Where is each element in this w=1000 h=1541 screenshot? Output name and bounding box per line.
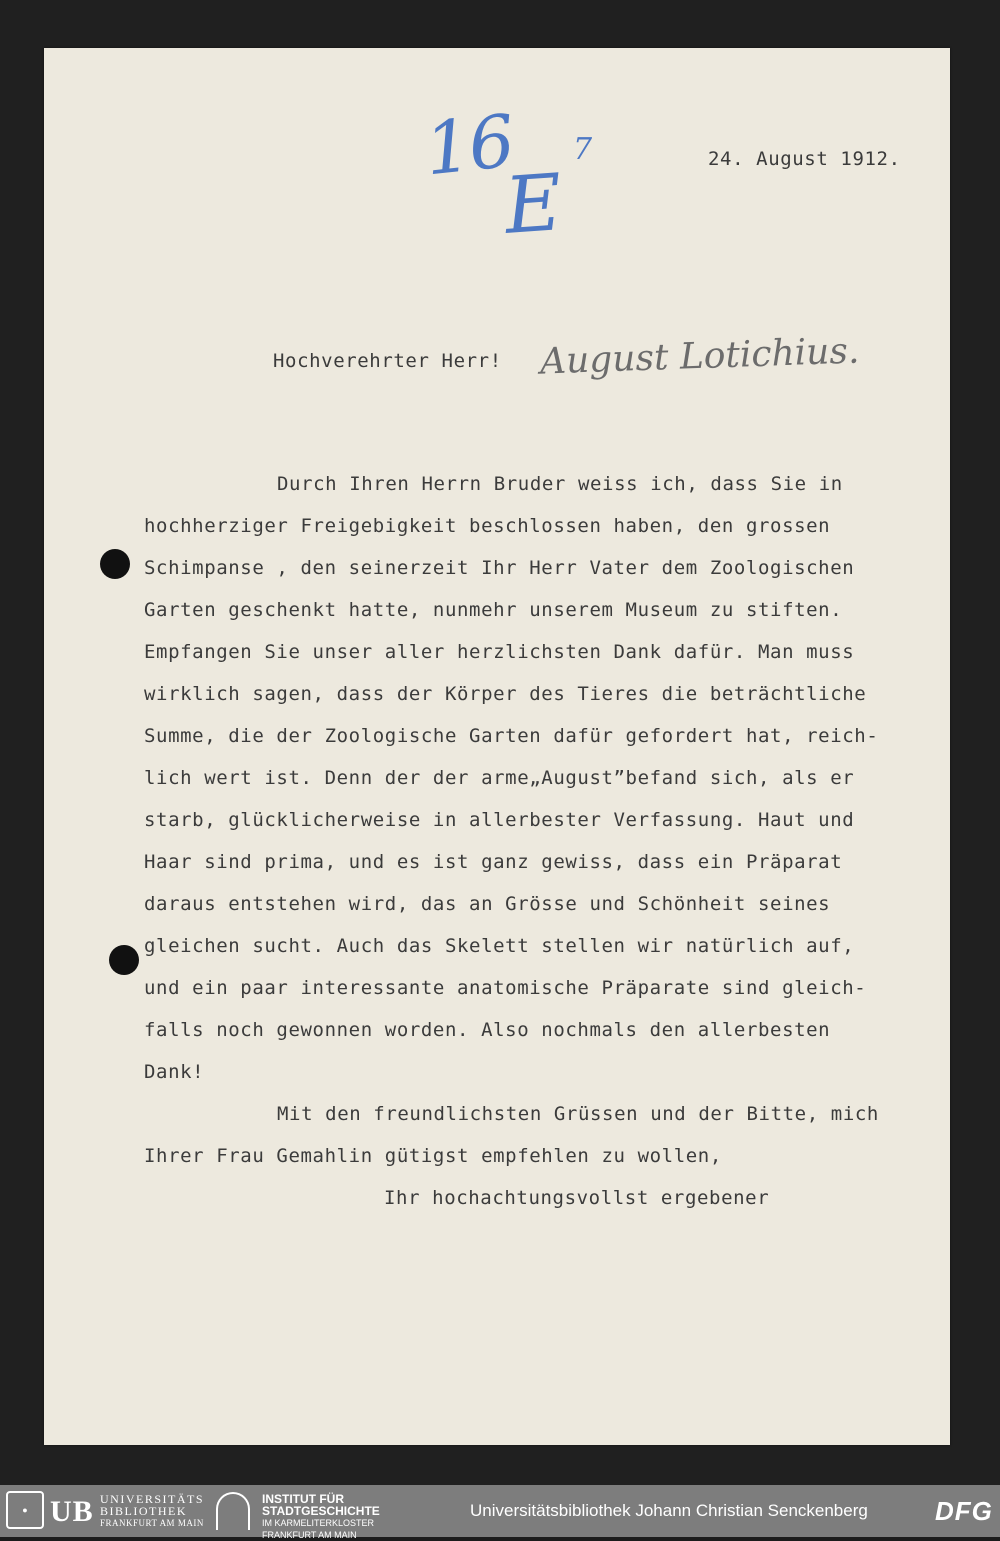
isg-line-4: FRANKFURT AM MAIN <box>262 1530 357 1540</box>
dfg-logo: DFG <box>935 1496 993 1526</box>
body-line: lich wert ist. Denn der der arme„August”befand sich, als er <box>144 767 855 789</box>
body-line: Empfangen Sie unser aller herzlichsten Dank dafür. Man muss <box>144 641 855 663</box>
closing-line: Mit den freundlichsten Grüssen und der Bitte, mich <box>277 1103 879 1125</box>
body-line: Dank! <box>144 1061 205 1083</box>
isg-arch-icon <box>216 1492 250 1530</box>
body-line: Summe, die der Zoologische Garten dafür gefordert hat, reich- <box>144 725 879 747</box>
body-line: hochherziger Freigebigkeit beschlossen haben, den grossen <box>144 515 831 537</box>
letter-date: 24. August 1912. <box>708 148 901 170</box>
isg-line-1: INSTITUT FÜR <box>262 1492 344 1506</box>
closing-signoff: Ihr hochachtungsvollst ergebener <box>384 1187 770 1209</box>
archive-number-letter: E <box>501 158 566 252</box>
letter-body <box>144 472 879 1228</box>
body-line: Schimpanse , den seinerzeit Ihr Herr Vater dem Zoologischen <box>144 557 855 579</box>
body-line: wirklich sagen, dass der Körper des Tieres die beträchtliche <box>144 683 867 705</box>
body-line: und ein paar interessante anatomische Präparate sind gleich- <box>144 977 867 999</box>
archive-number: 16 <box>420 98 517 192</box>
closing-line: Ihrer Frau Gemahlin gütigst empfehlen zu wollen, <box>144 1145 722 1167</box>
recipient-name-handwritten: August Lotichius. <box>539 330 860 383</box>
ub-line-1: UNIVERSITÄTS <box>100 1492 204 1506</box>
punch-hole-bottom <box>109 945 139 975</box>
institution-name: Universitätsbibliothek Johann Christian Senckenberg <box>470 1501 868 1520</box>
body-line: starb, glücklicherweise in allerbester Verfassung. Haut und <box>144 809 855 831</box>
ub-seal-icon: ● <box>6 1491 44 1529</box>
body-line: Garten geschenkt hatte, nunmehr unserem Museum zu stiften. <box>144 599 843 621</box>
viewer-footer <box>0 1485 1000 1540</box>
ub-logo-mark: UB <box>50 1495 94 1528</box>
body-line: falls noch gewonnen worden. Also nochmals den allerbesten <box>144 1019 831 1041</box>
body-line: Durch Ihren Herrn Bruder weiss ich, dass Sie in <box>277 473 843 495</box>
ub-line-3: FRANKFURT AM MAIN <box>100 1518 204 1528</box>
ub-logo-text <box>100 1493 204 1529</box>
body-line: daraus entstehen wird, das an Grösse und Schönheit seines <box>144 893 831 915</box>
ub-line-2: BIBLIOTHEK <box>100 1504 187 1518</box>
salutation: Hochverehrter Herr! <box>273 350 502 372</box>
body-line: Haar sind prima, und es ist ganz gewiss, dass ein Präparat <box>144 851 843 873</box>
isg-line-3: IM KARMELITERKLOSTER <box>262 1518 375 1528</box>
punch-hole-top <box>100 549 130 579</box>
body-line: gleichen sucht. Auch das Skelett stellen wir natürlich auf, <box>144 935 855 957</box>
isg-logo-text <box>262 1493 380 1541</box>
archive-number-superscript: 7 <box>573 132 593 167</box>
isg-line-2: STADTGESCHICHTE <box>262 1504 380 1518</box>
